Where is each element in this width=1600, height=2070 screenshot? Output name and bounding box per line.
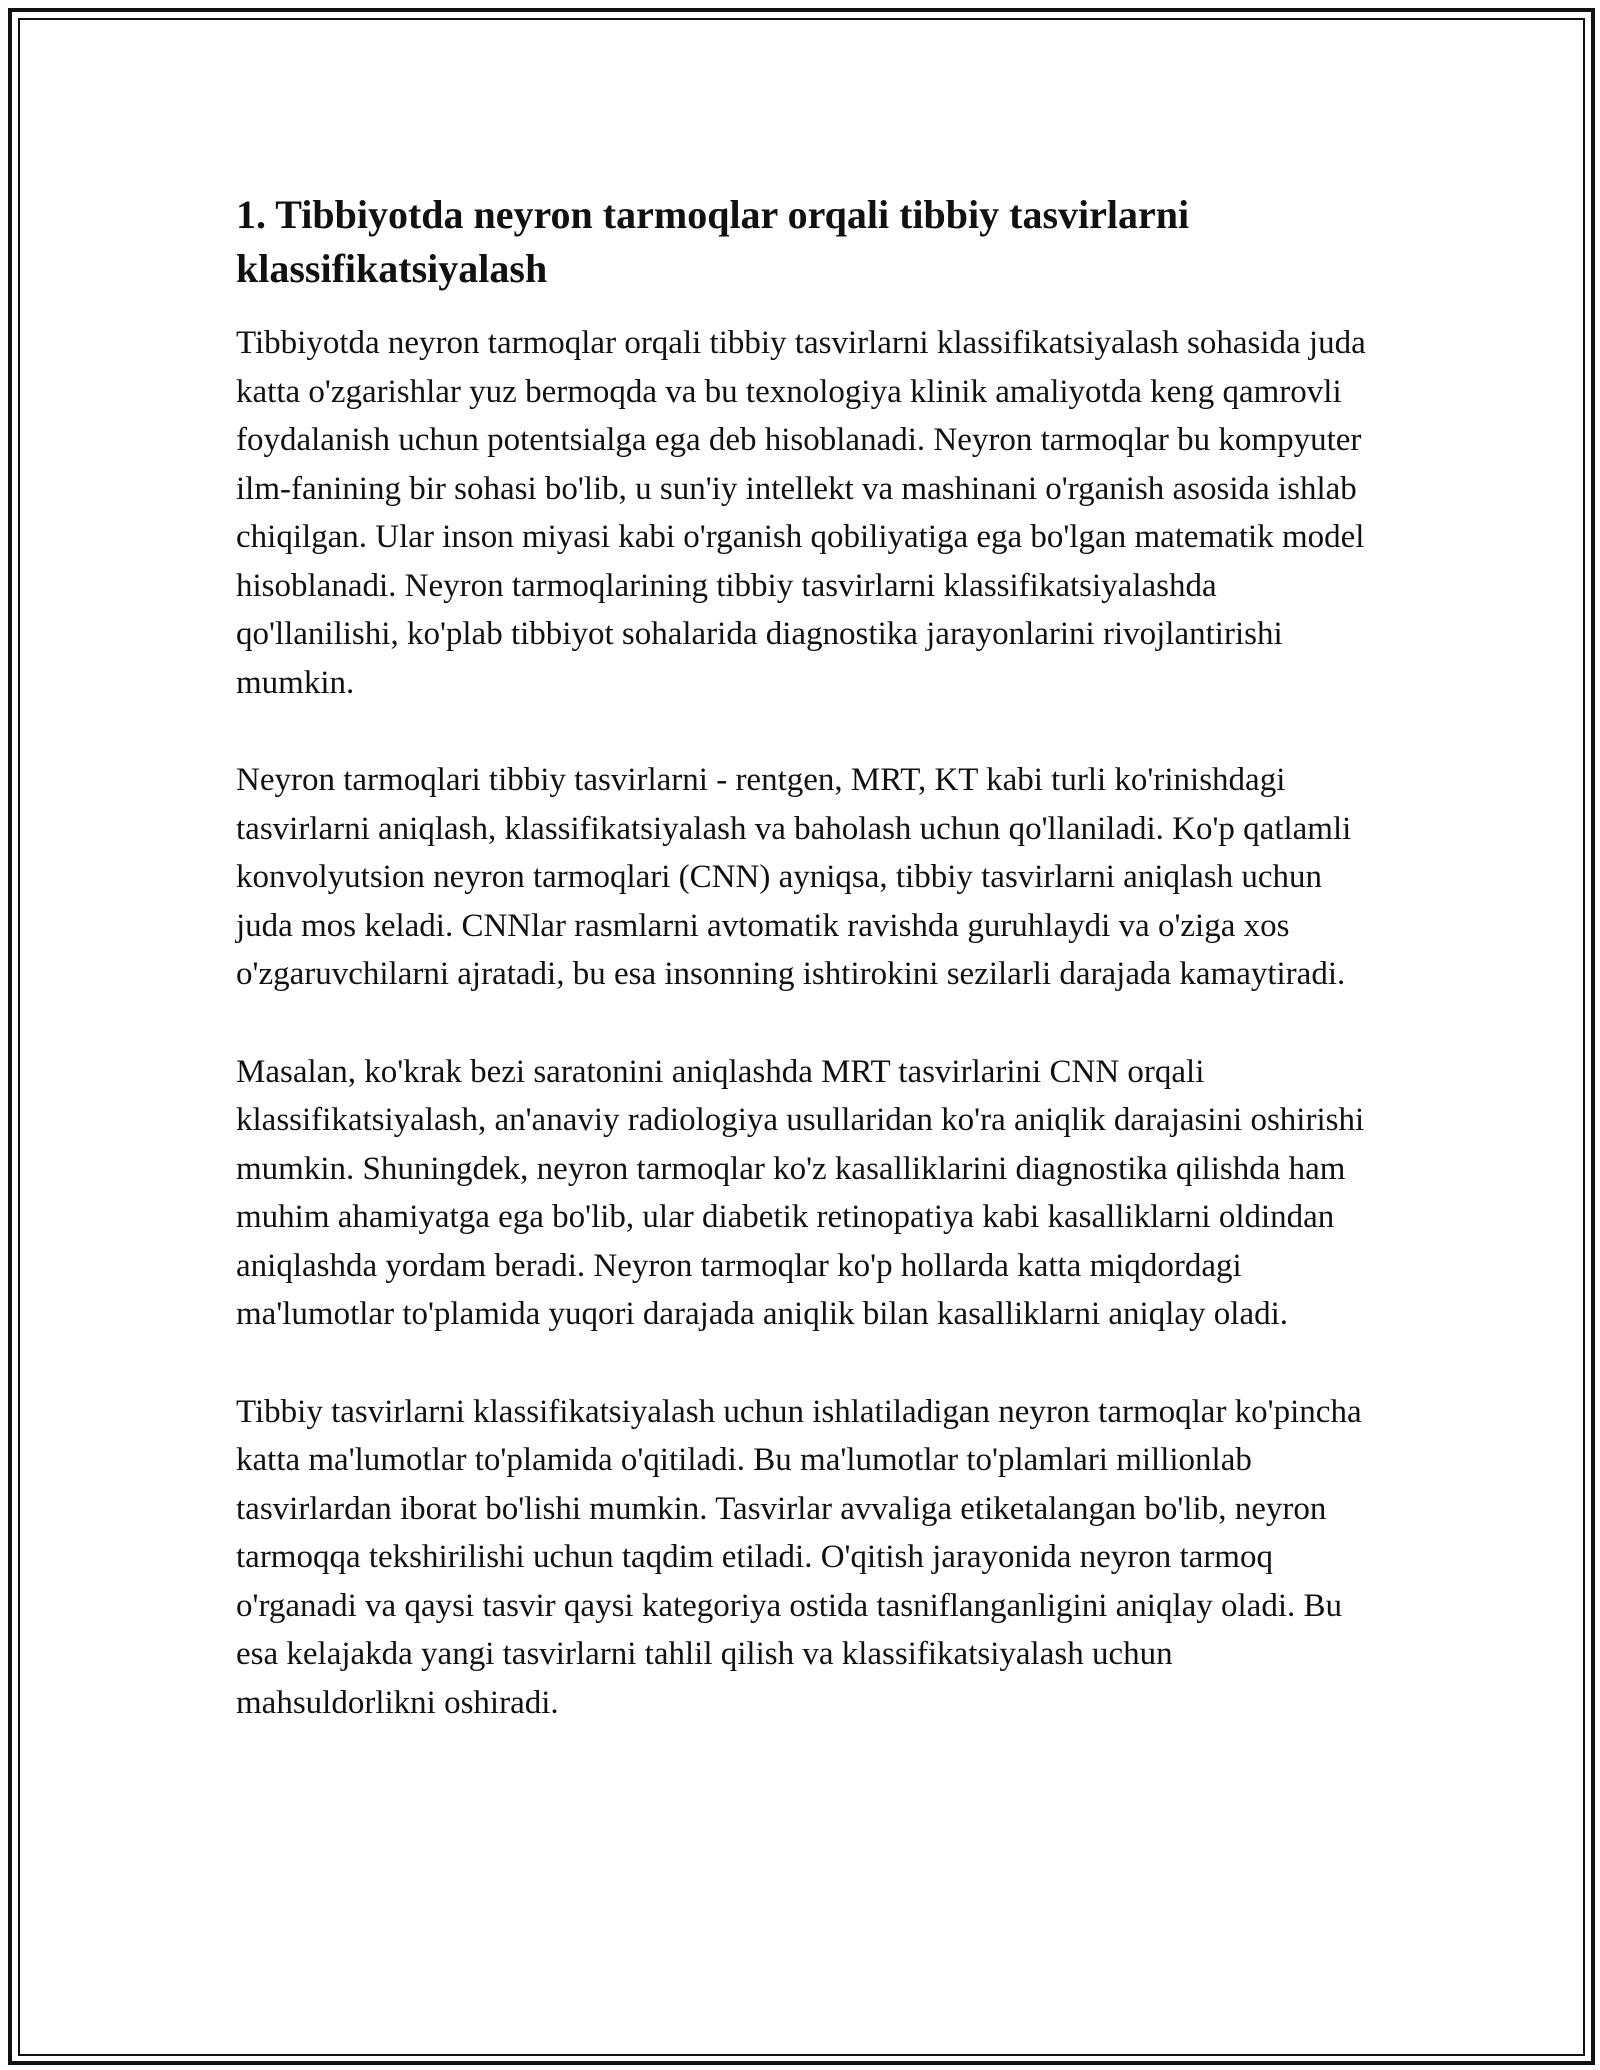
paragraph-3: Masalan, ko'krak bezi saratonini aniqlashda MRT tasvirlarini CNN orqali klassifikatsiyalash, an'anaviy radiologiya usullaridan ko'ra aniqlik darajasini oshirishi mumkin. Shuningdek, neyron tarmoqlar ko'z kasalliklarini diagnostika qilishda ham muhim ahamiyatga ega bo'lib, ular diabetik retinopatiya kabi kasalliklarni oldindan aniqlashda yordam beradi. Neyron tarmoqlar ko'p hollarda katta miqdordagi ma'lumotlar to'plamida yuqori darajada aniqlik bilan kasalliklarni aniqlay oladi. — [236, 1053, 1365, 1332]
paragraph-2: Neyron tarmoqlari tibbiy tasvirlarni - rentgen, MRT, KT kabi turli ko'rinishdagi tasvirlarni aniqlash, klassifikatsiyalash va baholash uchun qo'llaniladi. Ko'p qatlamli konvolyutsion neyron tarmoqlari (CNN) ayniqsa, tibbiy tasvirlarni aniqlash uchun juda mos keladi. CNNlar rasmlarni avtomatik ravishda guruhlaydi va o'ziga xos o'zgaruvchilarni ajratadi, bu esa insonning ishtirokini sezilarli darajada kamaytiradi. — [236, 762, 1352, 992]
paragraph-1: Tibbiyotda neyron tarmoqlar orqali tibbiy tasvirlarni klassifikatsiyalash sohasida juda katta o'zgarishlar yuz bermoqda va bu texnologiya klinik amaliyotda keng qamrovli foydalanish uchun potentsialga ega deb hisoblanadi. Neyron tarmoqlar bu kompyuter ilm-fanining bir sohasi bo'lib, u sun'iy intellekt va mashinani o'rganish asosida ishlab chiqilgan. Ular inson miyasi kabi o'rganish qobiliyatiga ega bo'lgan matematik model hisoblanadi. Neyron tarmoqlarining tibbiy tasvirlarni klassifikatsiyalashda qo'llanilishi, ko'plab tibbiyot sohalarida diagnostika jarayonlarini rivojlantirishi mumkin. — [236, 325, 1366, 701]
document-body — [236, 188, 1376, 1776]
paragraph-4: Tibbiy tasvirlarni klassifikatsiyalash uchun ishlatiladigan neyron tarmoqlar ko'pincha katta ma'lumotlar to'plamida o'qitiladi. Bu ma'lumotlar to'plamlari millionlab tasvirlardan iborat bo'lishi mumkin. Tasvirlar avvaliga etiketalangan bo'lib, neyron tarmoqqa tekshirilishi uchun taqdim etiladi. O'qitish jarayonida neyron tarmoq o'rganadi va qaysi tasvir qaysi kategoriya ostida tasniflanganligini aniqlay oladi. Bu esa kelajakda yangi tasvirlarni tahlil qilish va klassifikatsiyalash uchun mahsuldorlikni oshiradi. — [236, 1393, 1362, 1721]
section-heading: 1. Tibbiyotda neyron tarmoqlar orqali tibbiy tasvirlarni klassifikatsiyalash — [236, 192, 1190, 291]
